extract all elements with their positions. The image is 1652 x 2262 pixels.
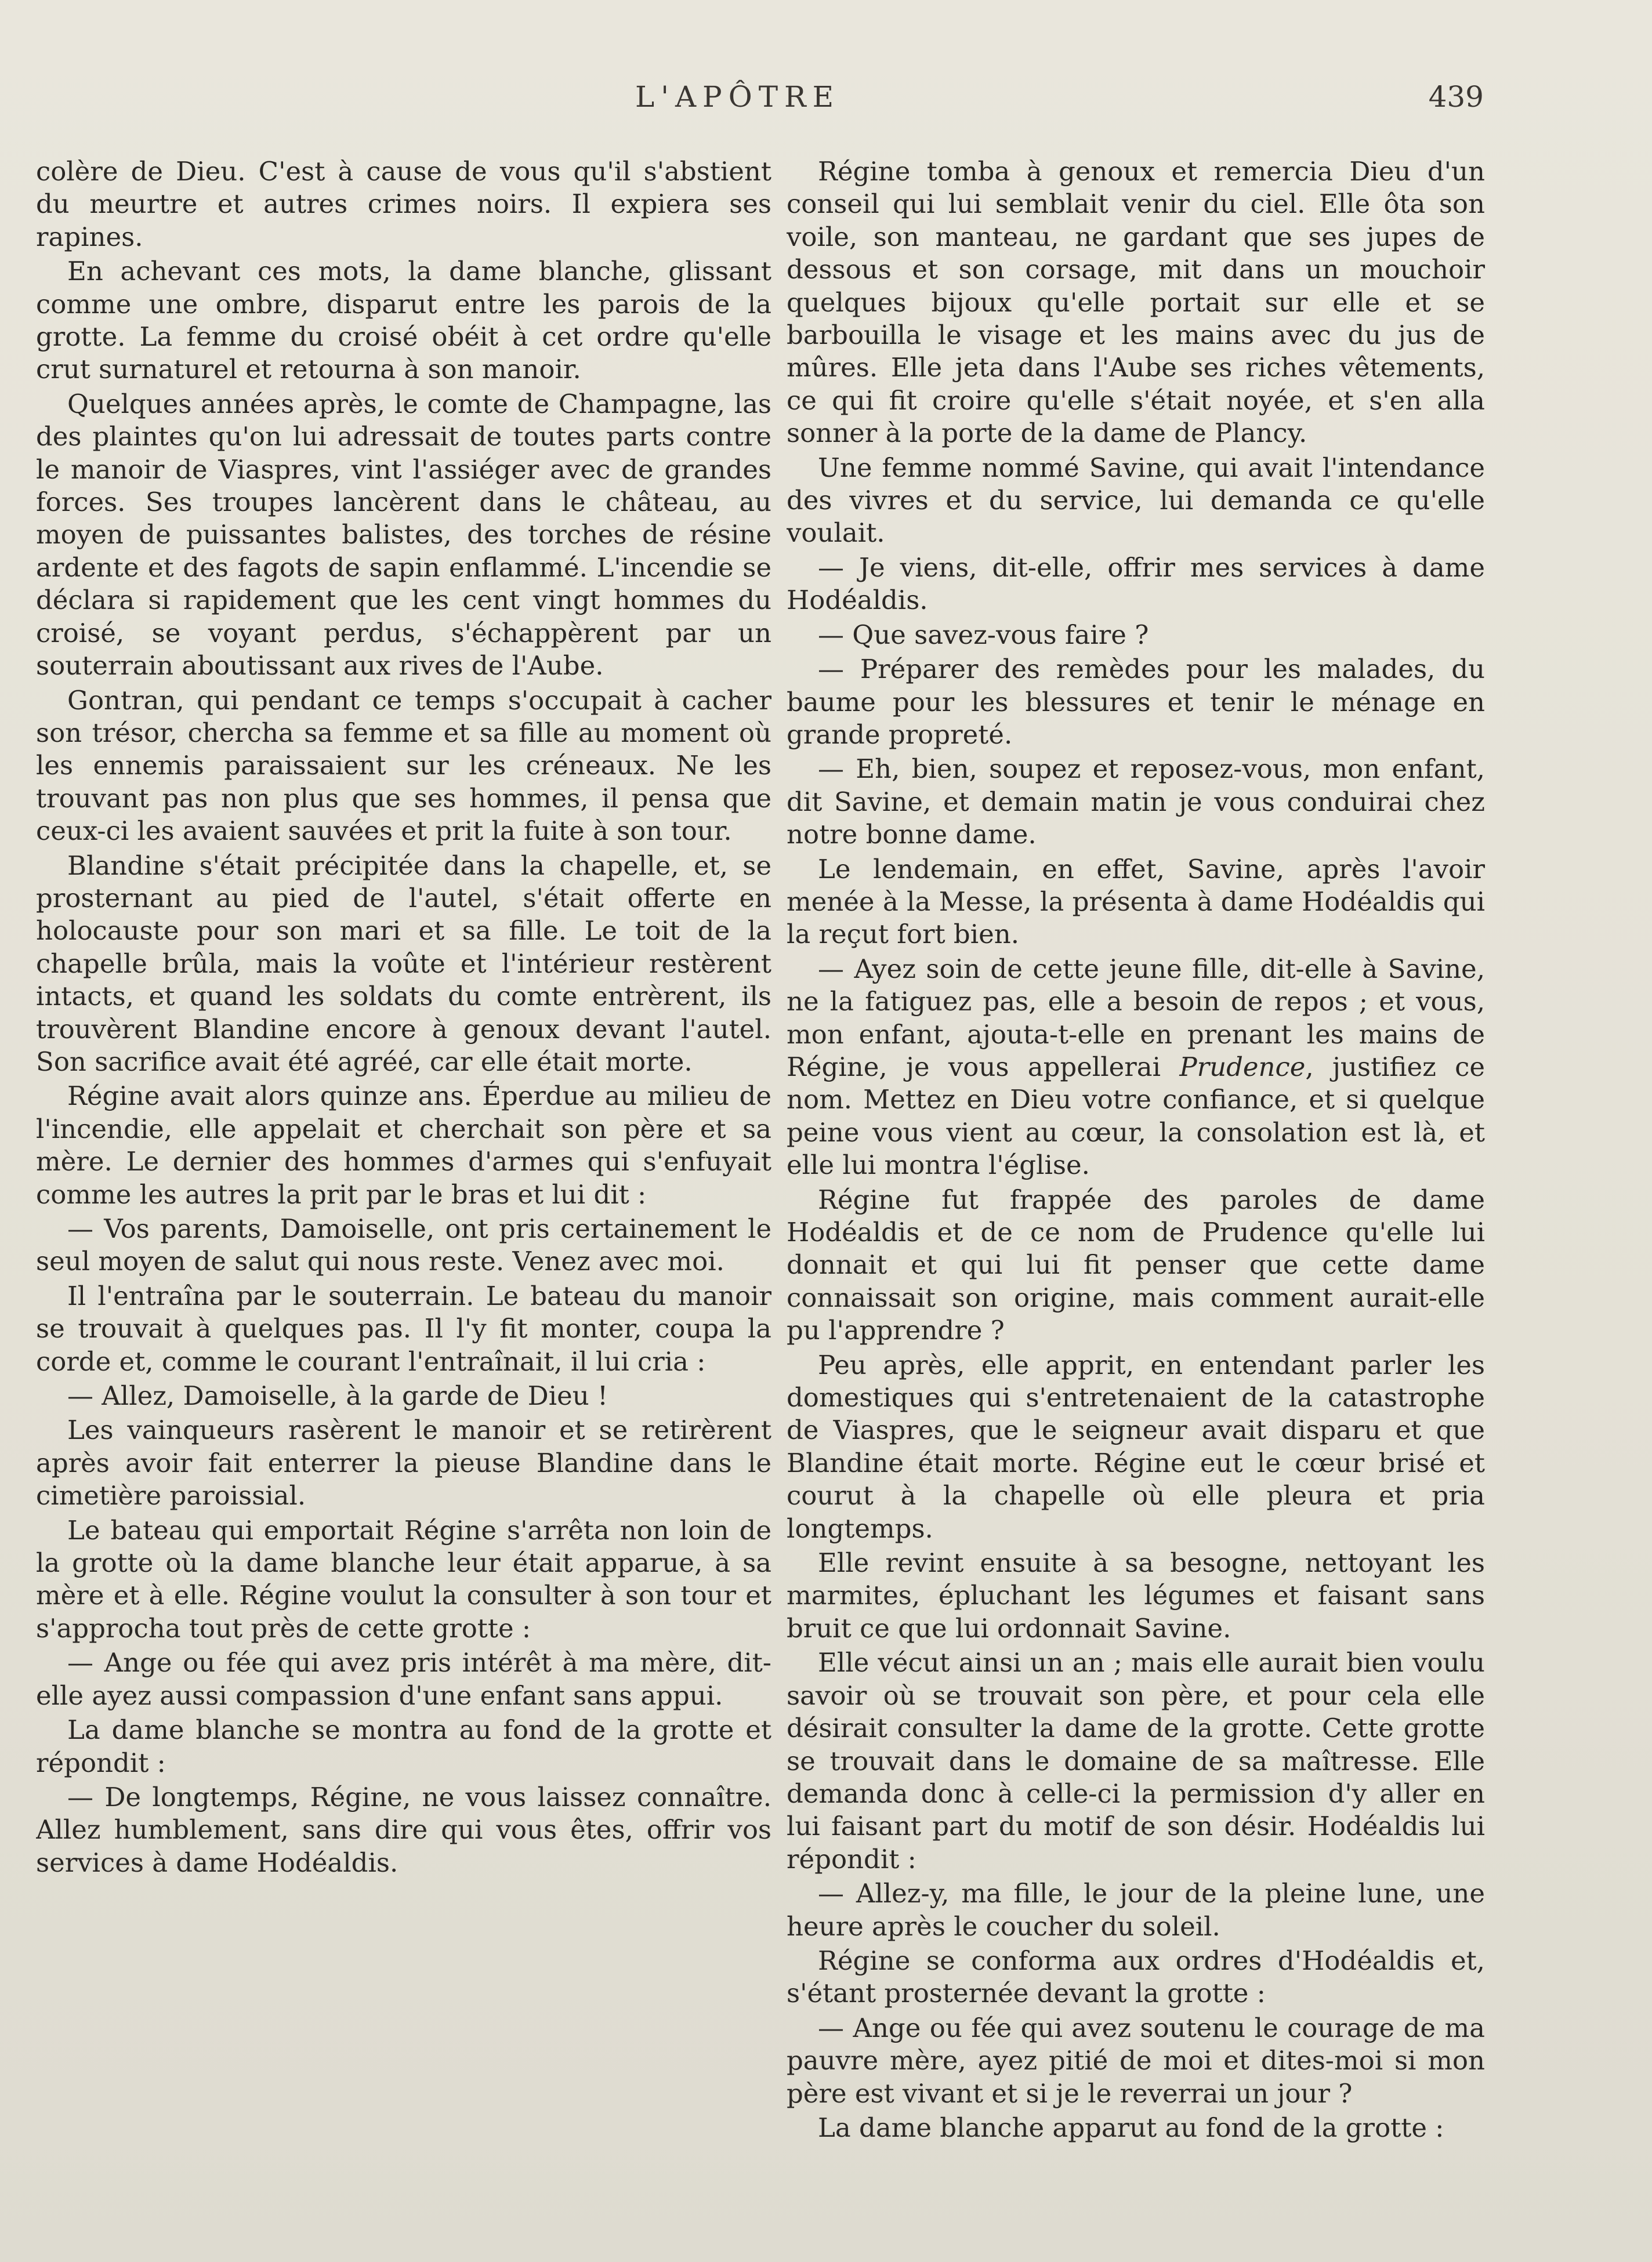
right-column [787,155,1485,2214]
left-column [36,155,771,2214]
paragraph: colère de Dieu. C'est à cause de vous qu'il s'abstient du meurtre et autres crimes noirs. Il expiera ses rapines. [36,156,771,252]
paragraph: Le bateau qui emportait Régine s'arrêta non loin de la grotte où la dame blanche leur était apparue, à sa mère et à elle. Régine voulut la consulter à son tour et s'approcha tout près de cette grotte : [36,1514,771,1644]
dialogue-paragraph: — Eh, bien, soupez et reposez-vous, mon enfant, dit Savine, et demain matin je vous conduirai chez notre bonne dame. [787,753,1485,850]
dialogue-paragraph: — Vos parents, Damoiselle, ont pris certainement le seul moyen de salut qui nous reste. Venez avec moi. [36,1213,771,1277]
running-head [0,80,1652,126]
paragraph: Régine se conforma aux ordres d'Hodéaldis et, s'étant prosternée devant la grotte : [787,1945,1485,2009]
dialogue-paragraph [787,953,1485,1182]
dialogue-paragraph: — De longtemps, Régine, ne vous laissez connaître. Allez humblement, sans dire qui vous êtes, offrir vos services à dame Hodéaldis. [36,1781,771,1878]
dialogue-paragraph: — Que savez-vous faire ? [818,619,1149,650]
paragraph: La dame blanche apparut au fond de la grotte : [818,2112,1444,2143]
paragraph: Une femme nommé Savine, qui avait l'intendance des vivres et du service, lui demanda ce qu'elle voulait. [787,452,1485,549]
paragraph: Elle revint ensuite à sa besogne, nettoyant les marmites, épluchant les légumes et faisant sans bruit ce que lui ordonnait Savine. [787,1547,1485,1644]
dialogue-paragraph: — Préparer des remèdes pour les malades, du baume pour les blessures et tenir le ménage en grande propreté. [787,654,1485,750]
paragraph: Gontran, qui pendant ce temps s'occupait à cacher son trésor, chercha sa femme et sa fille au moment où les ennemis paraissaient sur les créneaux. Ne les trouvant pas non plus que ses hommes, il pensa que ceux-ci les avaient sauvées et prit la fuite à son tour. [36,684,771,847]
paragraph: La dame blanche se montra au fond de la grotte et répondit : [36,1714,771,1778]
dialogue-paragraph: — Ange ou fée qui avez soutenu le courage de ma pauvre mère, ayez pitié de moi et dites-moi si mon père est vivant et si je le reverrai un jour ? [787,2012,1485,2109]
dialogue-paragraph: — Allez, Damoiselle, à la garde de Dieu ! [67,1380,608,1412]
paragraph: Les vainqueurs rasèrent le manoir et se retirèrent après avoir fait enterrer la pieuse Blandine dans le cimetière paroissial. [36,1415,771,1511]
text-run: , justifiez ce nom. Mettez en Dieu votre confiance, et si quelque peine vous vient au cœur, la consolation est là, et elle lui montra l'église. [787,1051,1485,1181]
paragraph: Régine avait alors quinze ans. Éperdue au milieu de l'incendie, elle appelait et cherchait son père et sa mère. Le dernier des hommes d'armes qui s'enfuyait comme les autres la prit par le bras et lui dit : [36,1081,771,1210]
dialogue-paragraph: — Allez-y, ma fille, le jour de la pleine lune, une heure après le coucher du soleil. [787,1878,1485,1942]
paragraph: Blandine s'était précipitée dans la chapelle, et, se prosternant au pied de l'autel, s'était offerte en holocauste pour son mari et sa fille. Le toit de la chapelle brûla, mais la voûte et l'intérieur restèrent intacts, et quand les soldats du comte entrèrent, ils trouvèrent Blandine encore à genoux devant l'autel. Son sacrifice avait été agréé, car elle était morte. [36,850,771,1077]
paragraph: Régine fut frappée des paroles de dame Hodéaldis et de ce nom de Prudence qu'elle lui donnait et qui lui fit penser que cette dame connaissait son origine, mais comment aurait-elle pu l'apprendre ? [787,1184,1485,1346]
paragraph: Quelques années après, le comte de Champagne, las des plaintes qu'on lui adressait de toutes parts contre le manoir de Viaspres, vint l'assiéger avec de grandes forces. Ses troupes lancèrent dans le château, au moyen de puissantes balistes, des torches de résine ardente et des fagots de sapin enflammé. L'incendie se déclara si rapidement que les cent vingt hommes du croisé, se voyant perdus, s'échappèrent par un souterrain aboutissant aux rives de l'Aube. [36,388,771,682]
paragraph: Régine tomba à genoux et remercia Dieu d'un conseil qui lui semblait venir du ciel. Elle ôta son voile, son manteau, ne gardant que ses jupes de dessous et son corsage, mit dans un mouchoir quelques bijoux qu'elle portait sur elle et se barbouilla le visage et les mains avec du jus de mûres. Elle jeta dans l'Aube ses riches vêtements, ce qui fit croire qu'elle s'était noyée, et s'en alla sonner à la porte de la dame de Plancy. [787,156,1485,449]
paragraph: En achevant ces mots, la dame blanche, glissant comme une ombre, disparut entre les parois de la grotte. La femme du croisé obéit à cet ordre qu'elle crut surnaturel et retourna à son manoir. [36,256,771,385]
text-run: — Ayez soin de cette jeune fille, dit-elle à Savine, ne la fatiguez pas, elle a besoin de repos ; et vous, mon enfant, ajouta-t-elle en prenant les mains de Régine, je vous appellerai [787,953,1485,1082]
page-number: 439 [1428,80,1484,114]
dialogue-paragraph: — Ange ou fée qui avez pris intérêt à ma mère, dit-elle ayez aussi compassion d'une enfant sans appui. [36,1647,771,1711]
running-title: L'APÔTRE [635,80,841,114]
paragraph: Peu après, elle apprit, en entendant parler les domestiques qui s'entretenaient de la catastrophe de Viaspres, que le seigneur avait disparu et que Blandine était morte. Régine eut le cœur brisé et courut à la chapelle où elle pleura et pria longtemps. [787,1349,1485,1544]
paragraph: Le lendemain, en effet, Savine, après l'avoir menée à la Messe, la présenta à dame Hodéaldis qui la reçut fort bien. [787,853,1485,950]
italic-name: Prudence [1179,1051,1306,1082]
paragraph: Il l'entraîna par le souterrain. Le bateau du manoir se trouvait à quelques pas. Il l'y fit monter, coupa la corde et, comme le courant l'entraînait, il lui cria : [36,1280,771,1377]
paragraph: Elle vécut ainsi un an ; mais elle aurait bien voulu savoir où se trouvait son père, et pour cela elle désirait consulter la dame de la grotte. Cette grotte se trouvait dans le domaine de sa maîtresse. Elle demanda donc à celle-ci la permission d'y aller en lui faisant part du motif de son désir. Hodéaldis lui répondit : [787,1647,1485,1875]
dialogue-paragraph: — Je viens, dit-elle, offrir mes services à dame Hodéaldis. [787,552,1485,616]
